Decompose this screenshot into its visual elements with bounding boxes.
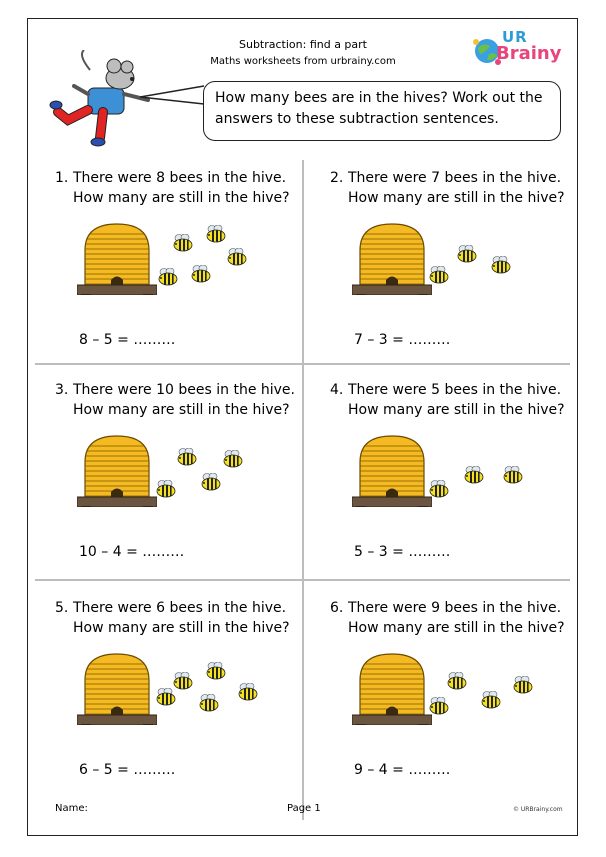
subtraction-equation[interactable]: 10 – 4 = ……… <box>79 544 185 560</box>
question-text-line-2: How many are still in the hive? <box>348 402 565 418</box>
worksheet-subtitle: Maths worksheets from urbrainy.com <box>210 56 396 67</box>
question-text-line-2: How many are still in the hive? <box>73 620 290 636</box>
question-text-line-2: How many are still in the hive? <box>348 190 565 206</box>
bee-icon <box>226 248 248 266</box>
question-number: 3. <box>55 382 69 398</box>
question-text-line-1: There were 7 bees in the hive. <box>348 170 562 186</box>
bee-icon <box>157 268 179 286</box>
question-text-line-1: There were 8 bees in the hive. <box>73 170 287 186</box>
question-number: 4. <box>330 382 344 398</box>
question-number: 5. <box>55 600 69 616</box>
bee-icon <box>222 450 244 468</box>
bee-icon <box>502 466 524 484</box>
subtraction-equation[interactable]: 7 – 3 = ……… <box>354 332 451 348</box>
bee-icon <box>490 256 512 274</box>
question-number: 6. <box>330 600 344 616</box>
bee-icon <box>480 691 502 709</box>
question-number: 2. <box>330 170 344 186</box>
question-number: 1. <box>55 170 69 186</box>
question-text-line-1: There were 6 bees in the hive. <box>73 600 287 616</box>
question-text-line-2: How many are still in the hive? <box>348 620 565 636</box>
question-text-line-1: There were 9 bees in the hive. <box>348 600 562 616</box>
page-number: Page 1 <box>287 803 321 814</box>
question-text-line-1: There were 10 bees in the hive. <box>73 382 295 398</box>
bee-icon <box>428 697 450 715</box>
question-text-line-2: How many are still in the hive? <box>73 190 290 206</box>
bee-icon <box>205 662 227 680</box>
question-text-line-1: There were 5 bees in the hive. <box>348 382 562 398</box>
divider-vertical <box>302 160 304 820</box>
subtraction-equation[interactable]: 8 – 5 = ……… <box>79 332 176 348</box>
bee-icon <box>428 266 450 284</box>
bee-icon <box>155 480 177 498</box>
bee-icon <box>512 676 534 694</box>
bee-icon <box>198 694 220 712</box>
instructions-line-2: answers to these subtraction sentences. <box>215 111 499 127</box>
instructions-text <box>215 88 555 130</box>
worksheet-title: Subtraction: find a part <box>238 38 367 51</box>
beehive-image <box>77 650 157 725</box>
bee-icon <box>463 466 485 484</box>
bee-icon <box>155 688 177 706</box>
copyright: © URBrainy.com <box>513 806 563 813</box>
bee-icon <box>446 672 468 690</box>
speech-bubble-tail <box>140 80 210 110</box>
beehive-image <box>352 432 432 507</box>
beehive-image <box>77 220 157 295</box>
logo-brainy-text: Brainy <box>496 43 562 64</box>
subtraction-equation[interactable]: 6 – 5 = ……… <box>79 762 176 778</box>
bee-icon <box>237 683 259 701</box>
beehive-image <box>77 432 157 507</box>
subtraction-equation[interactable]: 9 – 4 = ……… <box>354 762 451 778</box>
bee-icon <box>205 225 227 243</box>
question-text-line-2: How many are still in the hive? <box>73 402 290 418</box>
beehive-image <box>352 650 432 725</box>
beehive-image <box>352 220 432 295</box>
urbrainy-logo <box>472 30 562 72</box>
bee-icon <box>176 448 198 466</box>
logo-ur-text: UR <box>502 28 528 46</box>
instructions-line-1: How many bees are in the hives? Work out the <box>215 90 543 106</box>
bee-icon <box>456 245 478 263</box>
bee-icon <box>190 265 212 283</box>
bee-icon <box>172 234 194 252</box>
name-label: Name: <box>55 803 88 814</box>
subtraction-equation[interactable]: 5 – 3 = ……… <box>354 544 451 560</box>
bee-icon <box>200 473 222 491</box>
bee-icon <box>428 480 450 498</box>
